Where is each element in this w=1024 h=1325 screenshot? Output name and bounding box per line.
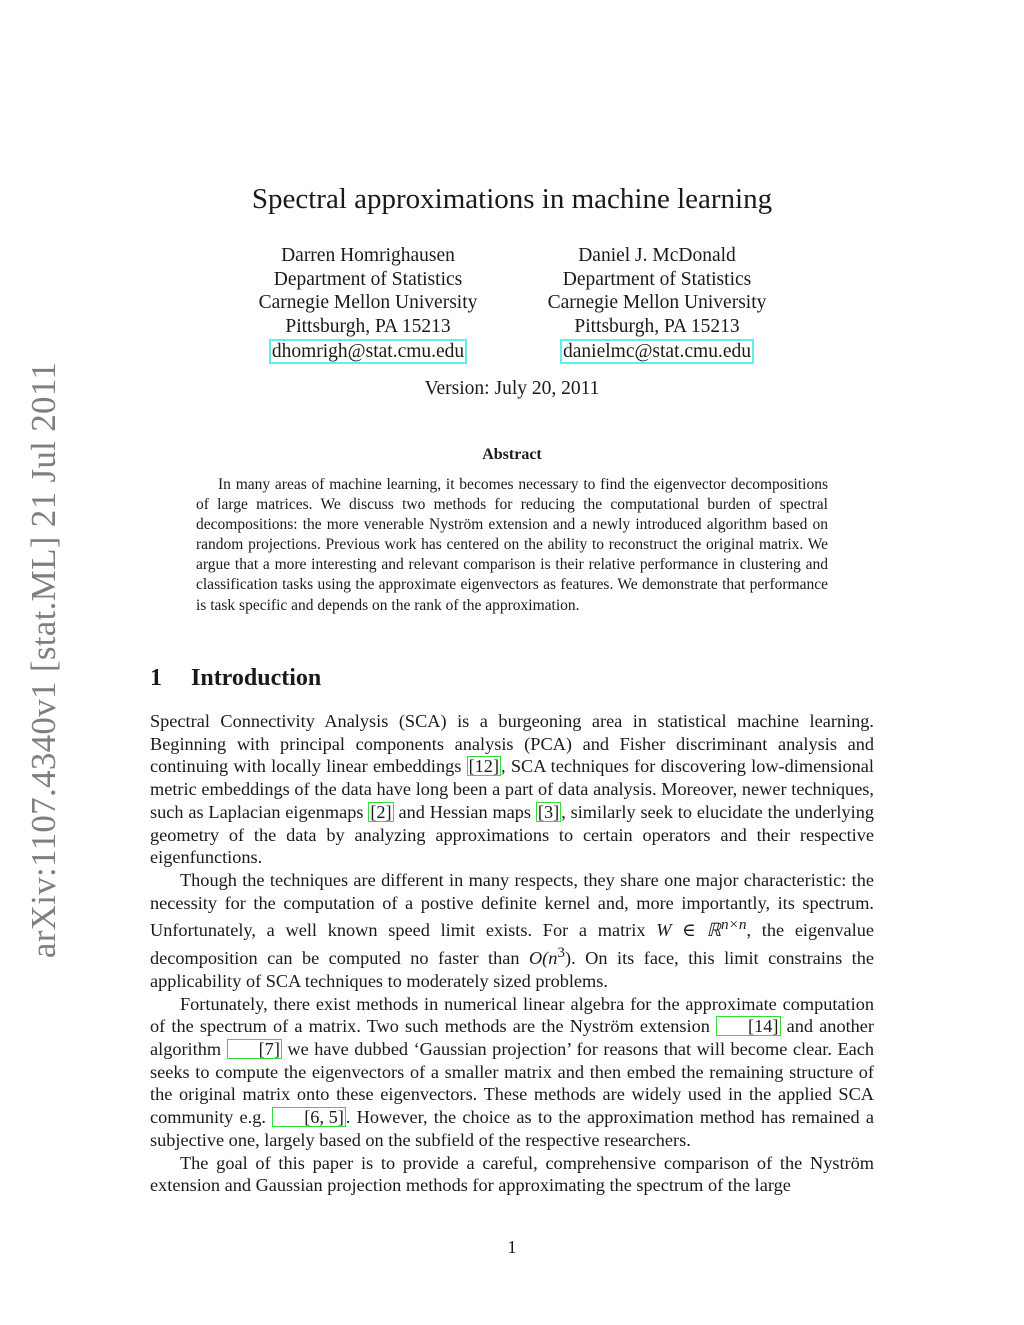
abstract-text: In many areas of machine learning, it becomes necessary to find the eigenvector decompositions of large matrices. We discuss two methods for reducing the computational burden of spectral decompositions: the more venerable Nyström extension and a newly introduced algorithm based on random projections. Previous work has centered on the ability to reconstruct the original matrix. We argue that a more interesting and relevant comparison is their relative performance in clustering and classification tasks using the approximate eigenvectors as features. We demonstrate that performance is task specific and depends on the rank of the approximation. bbox=[196, 476, 828, 614]
author-email-link[interactable]: dhomrigh@stat.cmu.edu bbox=[269, 339, 467, 364]
author-email-link[interactable]: danielmc@stat.cmu.edu bbox=[560, 339, 754, 364]
section-body bbox=[150, 710, 874, 1197]
math-expression: ) bbox=[565, 948, 572, 969]
math-superscript: n×n bbox=[720, 916, 747, 934]
paragraph-text: . However, the choice as to the approximation method has remained a subjective one, largely based on the subfield of the respective researchers. bbox=[150, 1107, 874, 1150]
citation-link[interactable]: [3] bbox=[537, 801, 560, 822]
author-department: Department of Statistics bbox=[562, 268, 752, 290]
paragraph-text: The goal of this paper is to provide a careful, comprehensive comparison of the Nyström extension and Gaussian projection methods for approximating the spectrum of the large bbox=[150, 1152, 874, 1196]
paragraph-text: Spectral Connectivity Analysis (SCA) is a burgeoning area in statistical machine learning. Beginning with principal components analysis (PCA) and Fisher discriminant analysis and continuing with locally linear embeddings bbox=[150, 711, 874, 777]
paragraph-text: Fortunately, there exist methods in numerical linear algebra for the approximate computation of the spectrum of a matrix. Two such methods are the Nyström extension bbox=[150, 993, 874, 1037]
citation-link[interactable]: [2] bbox=[370, 801, 392, 822]
author-block-2 bbox=[507, 244, 807, 364]
abstract-heading: Abstract bbox=[482, 446, 542, 463]
paragraph-text: and Hessian maps bbox=[393, 801, 536, 822]
paragraph-text: , similarly seek to elucidate the underlying geometry of the data by analyzing approximations to certain operators and their respective eigenfunctions. bbox=[150, 801, 874, 868]
section-title: Introduction bbox=[191, 665, 322, 691]
math-expression: O(n bbox=[528, 948, 558, 969]
math-expression: W ∈ ℝ bbox=[656, 920, 721, 941]
citation-link[interactable]: [6, 5] bbox=[272, 1107, 346, 1127]
section-number: 1 bbox=[150, 665, 162, 691]
paragraph-text: and another algorithm bbox=[150, 1016, 874, 1060]
author-name: Daniel J. McDonald bbox=[578, 245, 736, 266]
author-address: Pittsburgh, PA 15213 bbox=[285, 315, 451, 337]
author-name: Darren Homrighausen bbox=[281, 245, 455, 266]
author-block-1 bbox=[218, 244, 518, 364]
arxiv-identifier-stamp: arXiv:1107.4340v1 [stat.ML] 21 Jul 2011 bbox=[24, 361, 63, 959]
paragraph bbox=[150, 710, 874, 869]
paragraph-text: we have dubbed ‘Gaussian projection’ for reasons that will become clear. Each seeks to compute the eigenvectors of a smaller matrix and then embed the remaining structure of the original matrix onto these eigenvectors. These methods are widely used in the applied SCA community e.g. bbox=[150, 1039, 874, 1128]
paragraph-text: , SCA techniques for discovering low-dimensional metric embeddings of the data have long been a part of data analysis. Moreover, newer techniques, such as Laplacian eigenmaps bbox=[150, 756, 874, 822]
paragraph bbox=[150, 869, 874, 993]
section-heading bbox=[150, 665, 321, 692]
citation-link[interactable]: [12] bbox=[468, 756, 500, 777]
paragraph bbox=[150, 993, 874, 1152]
version-date: Version: July 20, 2011 bbox=[424, 378, 600, 399]
paragraph bbox=[150, 1152, 874, 1197]
citation-link[interactable]: [7] bbox=[227, 1039, 282, 1059]
page-number: 1 bbox=[507, 1237, 517, 1257]
paper-title: Spectral approximations in machine learning bbox=[251, 183, 773, 215]
math-superscript: 3 bbox=[557, 944, 566, 962]
author-university: Carnegie Mellon University bbox=[258, 292, 478, 313]
author-university: Carnegie Mellon University bbox=[547, 292, 767, 313]
paragraph-text: . On its face, this limit constrains the applicability of SCA techniques to moderately sized problems. bbox=[150, 948, 875, 991]
paragraph-text: Though the techniques are different in many respects, they share one major characteristic: the necessity for the computation of a postive definite kernel and, more importantly, its spectrum. Unfortunately, a well known speed limit exists. For a matrix bbox=[150, 869, 874, 941]
citation-link[interactable]: [14] bbox=[716, 1016, 780, 1036]
author-department: Department of Statistics bbox=[273, 268, 463, 290]
paragraph-text: , the eigenvalue decomposition can be computed no faster than bbox=[150, 920, 874, 969]
author-address: Pittsburgh, PA 15213 bbox=[574, 315, 740, 337]
